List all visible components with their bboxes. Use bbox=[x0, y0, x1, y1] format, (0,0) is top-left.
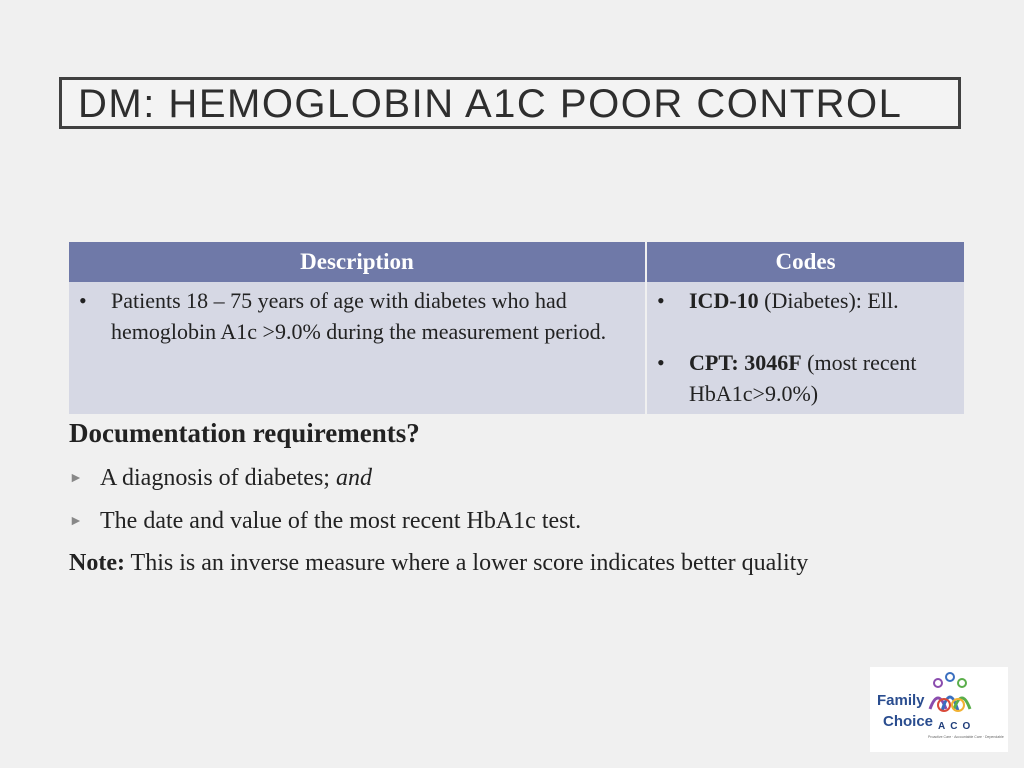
requirement-text: A diagnosis of diabetes; bbox=[100, 465, 330, 491]
code-label: CPT: 3046F bbox=[689, 350, 802, 375]
header-codes: Codes bbox=[646, 242, 964, 282]
logo-line2: Choice bbox=[883, 713, 934, 730]
description-cell bbox=[69, 282, 646, 414]
list-item bbox=[657, 347, 954, 409]
list-item bbox=[79, 285, 635, 347]
measure-table bbox=[69, 242, 964, 414]
bullet: • bbox=[657, 288, 665, 313]
arrow-icon: ► bbox=[69, 470, 83, 486]
note bbox=[69, 550, 808, 577]
table-row bbox=[69, 282, 964, 414]
bullet: • bbox=[657, 350, 665, 375]
requirement-item bbox=[69, 465, 372, 492]
bullet: • bbox=[79, 288, 87, 313]
title-box bbox=[59, 77, 961, 129]
requirement-item bbox=[69, 508, 581, 535]
description-text: Patients 18 – 75 years of age with diabetes who had hemoglobin A1c >9.0% during the measurement period. bbox=[111, 288, 607, 344]
logo-aco: ACO bbox=[938, 721, 976, 732]
logo-tagline: Proactive Care · Accountable Care · Dependable bbox=[928, 735, 1004, 739]
requirement-emphasis: and bbox=[335, 465, 372, 491]
code-label: ICD-10 bbox=[689, 288, 759, 313]
arrow-icon: ► bbox=[69, 513, 83, 529]
family-choice-logo bbox=[870, 667, 1008, 752]
requirement-text: The date and value of the most recent HbA1c test. bbox=[100, 508, 582, 534]
note-label: Note: bbox=[69, 550, 125, 576]
code-detail: (most recent HbA1c>9.0%) bbox=[689, 350, 917, 406]
header-description: Description bbox=[69, 242, 646, 282]
note-text: This is an inverse measure where a lower score indicates better quality bbox=[130, 550, 809, 576]
logo-line1: Family bbox=[877, 692, 925, 709]
list-item bbox=[657, 285, 954, 316]
requirements-heading: Documentation requirements? bbox=[69, 418, 420, 448]
codes-cell bbox=[646, 282, 964, 414]
code-detail: (Diabetes): Ell. bbox=[764, 288, 899, 313]
table-header-row bbox=[69, 242, 964, 282]
slide-title: DM: HEMOGLOBIN A1C POOR CONTROL bbox=[78, 82, 903, 126]
